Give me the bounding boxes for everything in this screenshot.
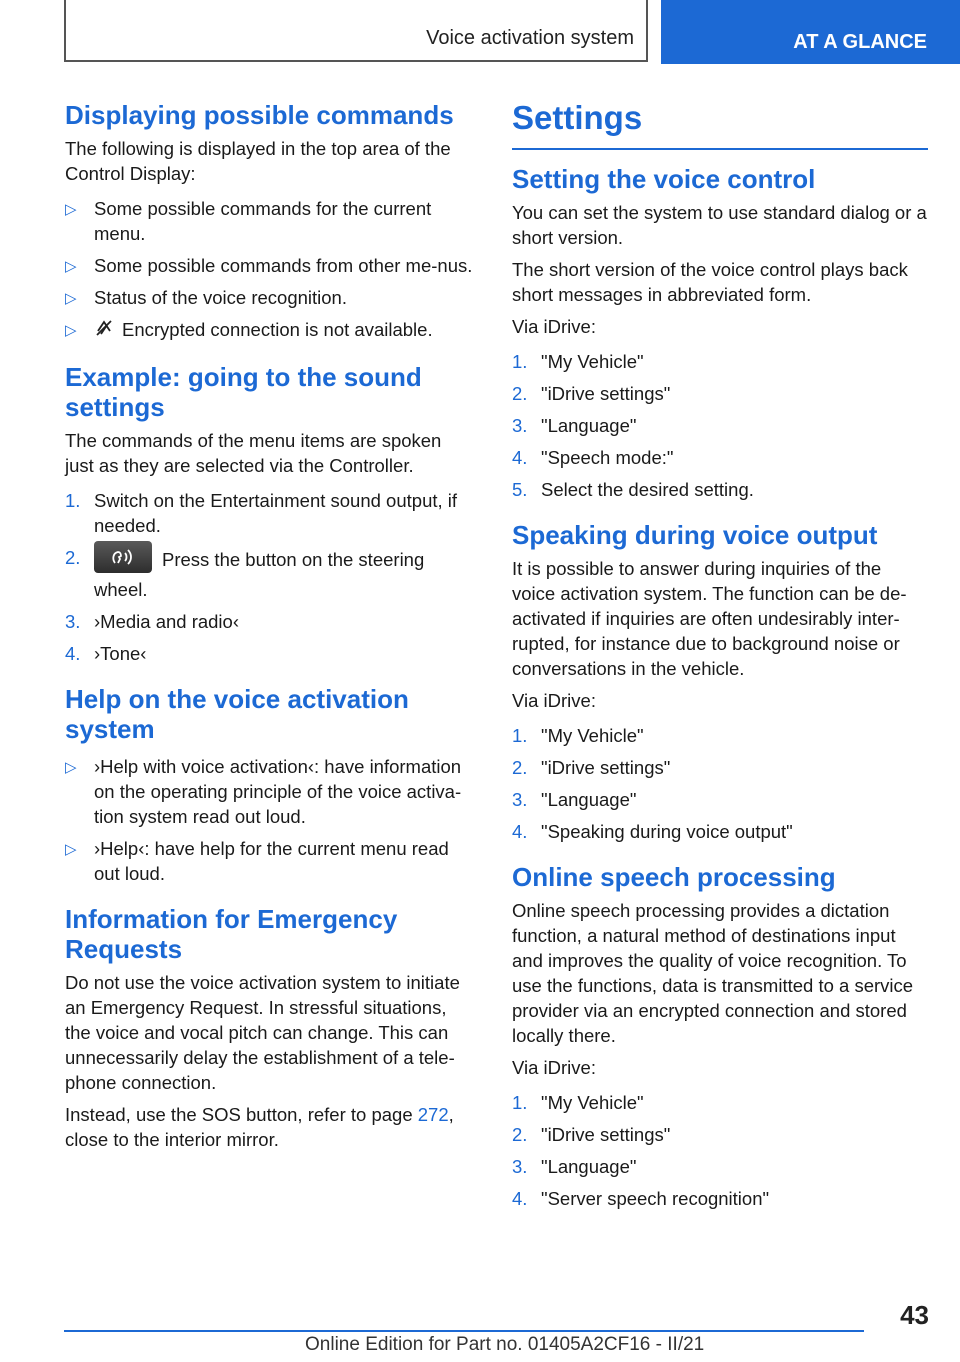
list-help	[65, 754, 475, 886]
heading-example-sound: Example: going to the sound settings	[65, 362, 422, 423]
list-item: ▷ ›Help‹: have help for the current menu read out loud.	[65, 838, 449, 885]
page-number: 43	[900, 1300, 929, 1330]
encryption-unavailable-icon	[94, 318, 114, 344]
triangle-bullet-icon: ▷	[65, 290, 77, 307]
triangle-bullet-icon: ▷	[65, 201, 77, 218]
heading-online-speech: Online speech processing	[512, 862, 836, 893]
para-via-idrive: Via iDrive:	[512, 316, 596, 338]
step-item: 2. "iDrive settings"	[512, 383, 671, 405]
para-example-intro: The commands of the menu items are spoken just as they are selected via the Controller.	[65, 430, 442, 477]
steps-setting-voice	[512, 349, 928, 502]
heading-setting-voice: Setting the voice control	[512, 164, 816, 195]
heading-help-voice: Help on the voice activation system	[65, 684, 409, 745]
para-online-1: Online speech processing provides a dictation function, a natural method of destinations input and improves the quality of voice recognition. To use the functions, data is transmitted to a service provider via an encrypted connection and stored locally there.	[512, 900, 914, 1047]
step-item: 1. "My Vehicle"	[512, 725, 644, 747]
heading-displaying-commands: Displaying possible commands	[65, 100, 454, 130]
step-item: 4. "Speech mode:"	[512, 447, 674, 469]
step-item: 2. Press the button on the steering wheel.	[65, 545, 475, 602]
steering-voice-button-icon	[94, 541, 152, 573]
list-item: ▷ ›Help with voice activation‹: have information on the operating principle of the voice activa-tion system read out loud.	[65, 756, 462, 828]
step-item: 3. ›Media and radio‹	[65, 611, 239, 633]
list-item: ▷ Some possible commands for the current menu.	[65, 198, 432, 244]
triangle-bullet-icon: ▷	[65, 841, 77, 859]
header-section-title: Voice activation system	[426, 27, 634, 49]
heading-settings: Settings	[512, 100, 928, 150]
header-chapter-tab	[661, 0, 960, 64]
footer-edition: Online Edition for Part no. 01405A2CF16 - II/21	[305, 1334, 705, 1355]
list-item: ▷ Status of the voice recognition.	[65, 285, 475, 310]
para-emergency-2: Instead, use the SOS button, refer to page 272, close to the interior mirror.	[65, 1104, 454, 1151]
list-displayed-items	[65, 196, 475, 344]
steps-speaking	[512, 723, 928, 844]
step-item: 5. Select the desired setting.	[512, 479, 754, 501]
page-ref-link[interactable]: 272	[417, 1104, 449, 1126]
header-chapter-title: AT A GLANCE	[793, 31, 927, 53]
step-item: 3. "Language"	[512, 1156, 637, 1178]
heading-speaking-during: Speaking during voice output	[512, 520, 878, 551]
step-item: 2. "iDrive settings"	[512, 1124, 671, 1146]
step-item: 4. "Speaking during voice output"	[512, 821, 793, 843]
step-item: 4. ›Tone‹	[65, 643, 147, 665]
steps-example	[65, 488, 475, 666]
header-section-tab	[64, 0, 648, 62]
list-item: ▷ Some possible commands from other me-nus.	[65, 253, 475, 278]
step-item: 3. "Language"	[512, 415, 637, 437]
footer-divider	[64, 1330, 864, 1332]
triangle-bullet-icon: ▷	[65, 759, 77, 777]
steps-online	[512, 1090, 928, 1211]
para-emergency-1: Do not use the voice activation system to initiate an Emergency Request. In stressful situations, the voice and vocal pitch can change. This can unnecessarily delay the establishment of a tele-phone connection.	[65, 972, 460, 1094]
triangle-bullet-icon: ▷	[65, 322, 77, 339]
right-column	[512, 100, 928, 1218]
step-item: 4. "Server speech recognition"	[512, 1188, 770, 1210]
para-setting-1: You can set the system to use standard dialog or a short version.	[512, 202, 927, 249]
step-item: 2. "iDrive settings"	[512, 757, 671, 779]
step-item: 1. "My Vehicle"	[512, 351, 644, 373]
para-setting-2: The short version of the voice control plays back short messages in abbreviated form.	[512, 259, 908, 306]
para-speaking-1: It is possible to answer during inquiries of the voice activation system. The function can be de-activated if inquiries are often undesirably inter-rupted, for instance due to background noise or conversations in the vehicle.	[512, 558, 907, 680]
step-item: 1. "My Vehicle"	[512, 1092, 644, 1114]
left-column	[65, 100, 475, 1159]
heading-emergency: Information for Emergency Requests	[65, 904, 398, 965]
step-item: 3. "Language"	[512, 789, 637, 811]
triangle-bullet-icon: ▷	[65, 258, 77, 275]
para-displaying-intro: The following is displayed in the top area of the Control Display:	[65, 138, 451, 184]
para-via-idrive: Via iDrive:	[512, 690, 596, 712]
para-via-idrive: Via iDrive:	[512, 1057, 596, 1079]
list-item: ▷ Encrypted connection is not available.	[65, 317, 475, 344]
step-item: 1. Switch on the Entertainment sound output, if needed.	[65, 490, 458, 537]
